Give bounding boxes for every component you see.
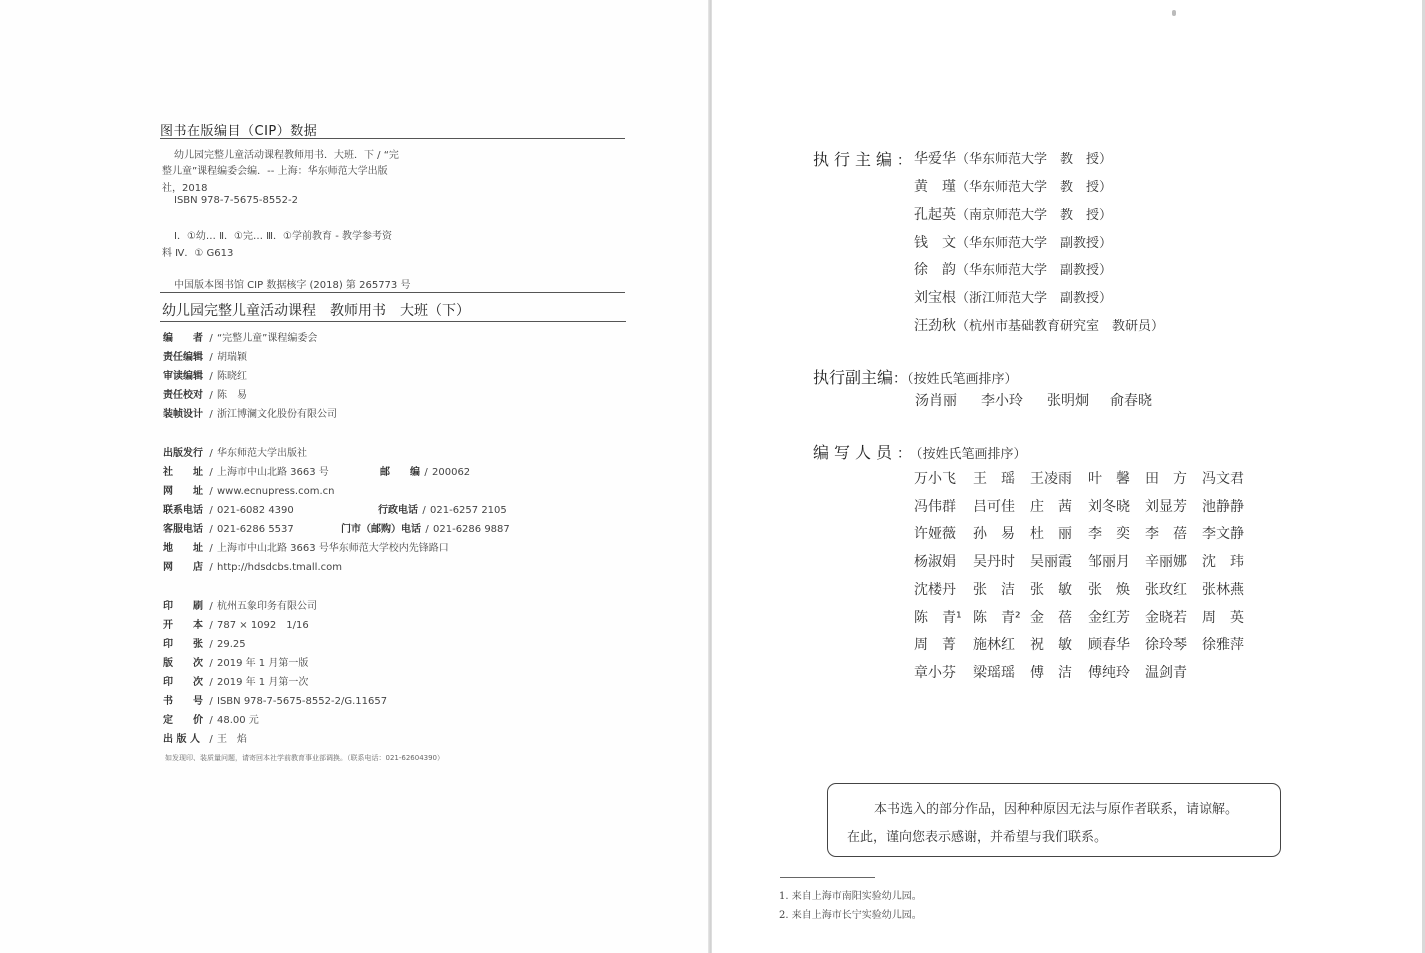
quality-notice: 如发现印、装质量问题，请寄回本社学前教育事业部调换。（联系电话：021-62604390） [165,754,445,762]
vice-editor-name: 俞春晓 [1110,393,1152,409]
publisher-row: 网 店 / http://hdsdcbs.tmall.com [163,562,342,573]
credit-row: 审读编辑 / 陈晓红 [163,371,247,382]
writer-name: 冯文君 [1202,471,1244,487]
writer-name: 王 瑶 [973,471,1015,487]
exec-editor: 汪劲秋（杭州市基础教育研究室 教研员） [914,318,1165,334]
cip-title: 图书在版编目（CIP）数据 [160,124,318,139]
vice-editor-name: 汤肖丽 [915,393,957,409]
writer-name: 张 焕 [1088,582,1130,598]
scan-speck [1172,10,1176,16]
writer-name: 陈 青² [973,610,1021,626]
writer-name: 庄 茜 [1030,499,1072,515]
writer-name: 章小芬 [914,665,956,681]
vice-editor-name: 李小玲 [981,393,1023,409]
print-row: 版 次 / 2019 年 1 月第一版 [163,658,309,669]
writer-name: 叶 馨 [1088,471,1130,487]
writer-name: 祝 敏 [1030,637,1072,653]
cip-line: 社，2018 [162,183,208,194]
publisher-row: 地 址 / 上海市中山北路 3663 号华东师范大学校内先锋路口 [163,543,449,554]
publisher-row: 出版发行 / 华东师范大学出版社 [163,448,307,459]
print-row: 印 次 / 2019 年 1 月第一次 [163,677,309,688]
title-rule [160,321,626,322]
writer-name: 沈楼丹 [914,582,956,598]
writer-name: 李 蓓 [1145,526,1187,542]
notice-box [827,783,1281,857]
writer-name: 辛丽娜 [1145,554,1187,570]
writer-name: 金晓若 [1145,610,1187,626]
cip-line: 幼儿园完整儿童活动课程教师用书．大班．下 / “完 [174,150,399,161]
writer-name: 张玫红 [1145,582,1187,598]
writer-name: 吴丽霞 [1030,554,1072,570]
writer-name: 周 英 [1202,610,1244,626]
writer-name: 万小飞 [914,471,956,487]
exec-editor: 刘宝根（浙江师范大学 副教授） [914,290,1113,306]
cip-line: 中国版本图书馆 CIP 数据核字 (2018) 第 265773 号 [174,280,411,291]
writer-name: 邹丽月 [1088,554,1130,570]
book-title: 幼儿园完整儿童活动课程 教师用书 大班（下） [162,303,470,319]
credit-row: 编 者 / “完整儿童”课程编委会 [163,333,318,344]
writer-name: 孙 易 [973,526,1015,542]
writer-name: 吴丹时 [973,554,1015,570]
writer-name: 张 洁 [973,582,1015,598]
vice-editor-name: 张明炯 [1047,393,1089,409]
writer-name: 施林红 [973,637,1015,653]
vice-editors-label: 执行副主编：（按姓氏笔画排序） [813,368,1018,387]
print-row: 印 张 / 29.25 [163,639,246,650]
print-row: 开 本 / 787 × 1092 1/16 [163,620,309,631]
writer-name: 张林燕 [1202,582,1244,598]
writer-name: 顾春华 [1088,637,1130,653]
print-row: 书 号 / ISBN 978-7-5675-8552-2/G.11657 [163,696,388,707]
writer-name: 梁瑶瑶 [973,665,1015,681]
print-row: 定 价 / 48.00 元 [163,715,259,726]
credit-row: 装帧设计 / 浙江博澜文化股份有限公司 [163,409,337,420]
writer-name: 陈 青¹ [914,610,962,626]
exec-editor: 徐 韵（华东师范大学 副教授） [914,262,1113,278]
cip-top-rule [160,138,625,139]
writer-name: 周 菁 [914,637,956,653]
publisher-extra-row: 门市（邮购）电话 / 021-6286 9887 [341,524,510,535]
footnote: 1. 来自上海市南阳实验幼儿园。 [779,891,922,902]
publisher-row: 社 址 / 上海市中山北路 3663 号 [163,467,329,478]
writer-name: 杨淑娟 [914,554,956,570]
exec-editor: 钱 文（华东师范大学 副教授） [914,235,1113,251]
writer-name: 温剑青 [1145,665,1187,681]
cip-line: ISBN 978-7-5675-8552-2 [174,195,298,206]
writer-name: 徐玲琴 [1145,637,1187,653]
writer-name: 刘冬晓 [1088,499,1130,515]
writer-name: 金 蓓 [1030,610,1072,626]
writer-name: 许娅薇 [914,526,956,542]
notice-line: 本书选入的部分作品，因种种原因无法与原作者联系，请谅解。 [874,802,1239,817]
cip-line: 整儿童”课程编委会编．-- 上海：华东师范大学出版 [162,166,388,177]
cip-line: Ⅰ．①幼… Ⅱ．①完… Ⅲ．①学前教育 - 教学参考资 [174,231,392,242]
cip-bottom-rule [160,292,625,293]
exec-editors-label: 执行主编： [813,150,917,169]
writer-name: 李文静 [1202,526,1244,542]
footnote: 2. 来自上海市长宁实验幼儿园。 [779,910,922,921]
writer-name: 傅纯玲 [1088,665,1130,681]
writer-name: 杜 丽 [1030,526,1072,542]
credit-row: 责任编辑 / 胡瑞颖 [163,352,247,363]
publisher-extra-row: 行政电话 / 021-6257 2105 [378,505,507,516]
credit-row: 责任校对 / 陈 易 [163,390,247,401]
writer-name: 吕可佳 [973,499,1015,515]
notice-line: 在此，谨向您表示感谢，并希望与我们联系。 [847,830,1108,845]
exec-editor: 华爱华（华东师范大学 教 授） [914,151,1113,167]
writer-name: 王凌雨 [1030,471,1072,487]
writers-label: 编写人员：（按姓氏笔画排序） [813,443,1027,462]
exec-editor: 黄 瑾（华东师范大学 教 授） [914,179,1113,195]
publisher-row: 网 址 / www.ecnupress.com.cn [163,486,335,497]
writer-name: 刘显芳 [1145,499,1187,515]
print-row: 印 刷 / 杭州五象印务有限公司 [163,601,317,612]
publisher-row: 客服电话 / 021-6286 5537 [163,524,294,535]
cip-line: 料 Ⅳ．① G613 [162,248,234,259]
writer-name: 李 奕 [1088,526,1130,542]
print-row: 出 版 人 / 王 焰 [163,734,247,745]
publisher-extra-row: 邮 编 / 200062 [380,467,471,478]
writer-name: 池静静 [1202,499,1244,515]
writer-name: 徐雅萍 [1202,637,1244,653]
writer-name: 金红芳 [1088,610,1130,626]
writer-name: 田 方 [1145,471,1187,487]
writer-name: 沈 玮 [1202,554,1244,570]
publisher-row: 联系电话 / 021-6082 4390 [163,505,294,516]
exec-editor: 孔起英（南京师范大学 教 授） [914,207,1113,223]
writer-name: 张 敏 [1030,582,1072,598]
footnote-rule [780,877,875,878]
writer-name: 冯伟群 [914,499,956,515]
writer-name: 傅 洁 [1030,665,1072,681]
left-page [0,0,710,953]
